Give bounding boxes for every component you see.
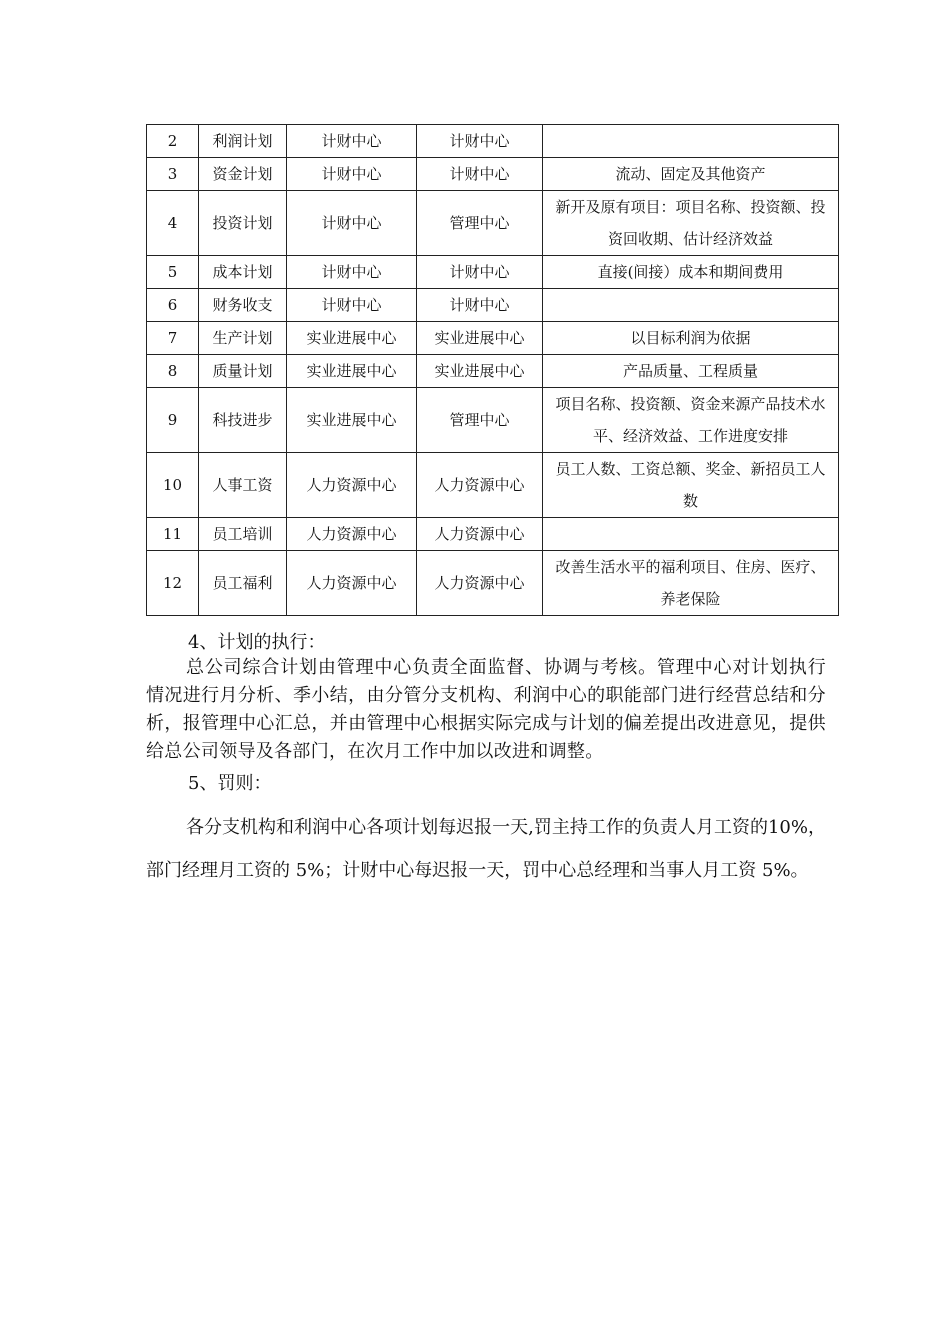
cell-no: 2 [147,125,199,158]
cell-review: 人力资源中心 [417,551,543,616]
cell-review: 计财中心 [417,289,543,322]
cell-item: 投资计划 [199,191,287,256]
cell-review: 计财中心 [417,125,543,158]
table-row [147,158,839,191]
cell-item: 成本计划 [199,256,287,289]
cell-prepare: 计财中心 [287,158,417,191]
table-row [147,518,839,551]
cell-review: 人力资源中心 [417,518,543,551]
cell-no: 9 [147,388,199,453]
cell-item: 利润计划 [199,125,287,158]
cell-desc: 项目名称、投资额、资金来源产品技术水平、经济效益、工作进度安排 [543,388,839,453]
table-row [147,453,839,518]
cell-desc: 改善生活水平的福利项目、住房、医疗、养老保险 [543,551,839,616]
table-row [147,125,839,158]
cell-no: 7 [147,322,199,355]
cell-desc: 直接(间接）成本和期间费用 [543,256,839,289]
cell-item: 员工福利 [199,551,287,616]
cell-desc: 流动、固定及其他资产 [543,158,839,191]
section-heading-execution: 4、计划的执行： [188,632,326,653]
cell-review: 计财中心 [417,256,543,289]
cell-desc: 产品质量、工程质量 [543,355,839,388]
table-row [147,355,839,388]
section-body-execution: 总公司综合计划由管理中心负责全面监督、协调与考核。管理中心对计划执行情况进行月分析、季小结，由分管分支机构、利润中心的职能部门进行经营总结和分析，报管理中心汇总，并由管理中心根据实际完成与计划的偏差提出改进意见，提供给总公司领导及各部门，在次月工作中加以改进和调整。 [146,657,826,762]
cell-item: 质量计划 [199,355,287,388]
cell-no: 4 [147,191,199,256]
cell-prepare: 计财中心 [287,125,417,158]
section-heading-penalty: 5、罚则： [188,773,272,794]
cell-no: 6 [147,289,199,322]
section-body-penalty: 各分支机构和利润中心各项计划每迟报一天,罚主持工作的负责人月工资的10%，部门经理月工资的 5%；计财中心每迟报一天，罚中心总经理和当事人月工资 5%。 [146,817,826,881]
cell-item: 财务收支 [199,289,287,322]
cell-review: 实业进展中心 [417,322,543,355]
cell-review: 人力资源中心 [417,453,543,518]
cell-desc: 以目标利润为依据 [543,322,839,355]
cell-review: 管理中心 [417,191,543,256]
cell-item: 科技进步 [199,388,287,453]
table-row [147,322,839,355]
table-row [147,388,839,453]
cell-review: 管理中心 [417,388,543,453]
table-row [147,289,839,322]
cell-review: 实业进展中心 [417,355,543,388]
cell-prepare: 人力资源中心 [287,453,417,518]
table-row [147,256,839,289]
cell-prepare: 实业进展中心 [287,355,417,388]
cell-no: 10 [147,453,199,518]
cell-item: 员工培训 [199,518,287,551]
cell-no: 11 [147,518,199,551]
cell-prepare: 计财中心 [287,256,417,289]
cell-prepare: 人力资源中心 [287,518,417,551]
cell-desc: 员工人数、工资总额、奖金、新招员工人数 [543,453,839,518]
cell-desc [543,518,839,551]
cell-prepare: 实业进展中心 [287,322,417,355]
cell-item: 资金计划 [199,158,287,191]
cell-prepare: 实业进展中心 [287,388,417,453]
cell-desc: 新开及原有项目：项目名称、投资额、投资回收期、估计经济效益 [543,191,839,256]
cell-prepare: 计财中心 [287,191,417,256]
cell-item: 人事工资 [199,453,287,518]
cell-review: 计财中心 [417,158,543,191]
cell-no: 12 [147,551,199,616]
cell-item: 生产计划 [199,322,287,355]
plan-table [146,124,839,616]
table-row [147,551,839,616]
table-row [147,191,839,256]
cell-desc [543,125,839,158]
cell-no: 3 [147,158,199,191]
cell-prepare: 人力资源中心 [287,551,417,616]
cell-no: 5 [147,256,199,289]
cell-no: 8 [147,355,199,388]
cell-prepare: 计财中心 [287,289,417,322]
cell-desc [543,289,839,322]
